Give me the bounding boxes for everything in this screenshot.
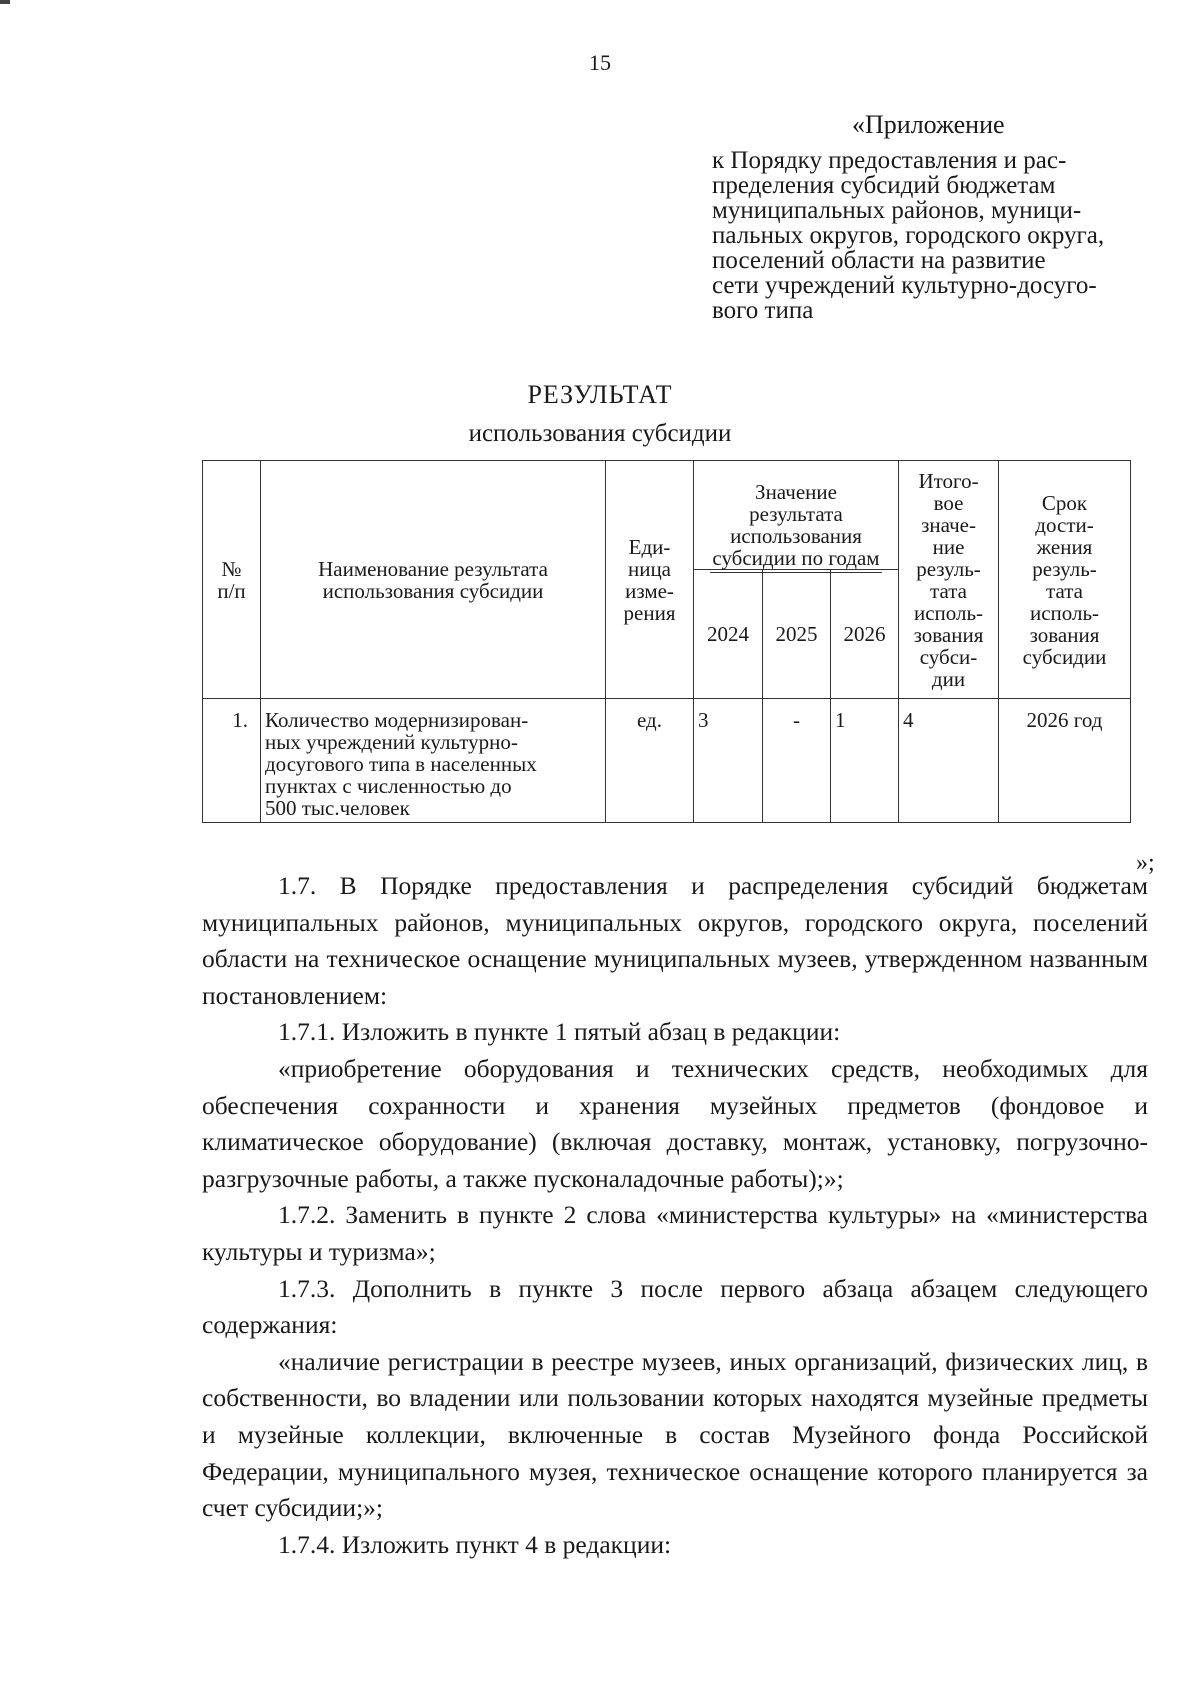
- table-closing-quote: »;: [1136, 850, 1155, 876]
- row-total: 4: [899, 699, 999, 823]
- header-num: № п/п: [203, 461, 261, 699]
- appendix-line: пальных округов, городского округа,: [712, 222, 1105, 249]
- appendix-title: «Приложение: [852, 110, 1005, 139]
- paragraph-1-7: 1.7. В Порядке предоставления и распределения субсидий бюджетам муниципальных районов, муниципальных округов, городского округа, поселений области на техническое оснащение муниципальных музеев, утвержденном названным постановлением:: [202, 871, 1148, 1010]
- row-value-2025: -: [763, 699, 831, 823]
- paragraph-1-7-4: 1.7.4. Изложить пункт 4 в редакции:: [278, 1529, 672, 1559]
- header-year-2025: 2025: [763, 570, 831, 699]
- header-total: Итого- вое значе- ние резуль- тата исполь- зования субси- дии: [899, 461, 999, 699]
- paragraph-1-7-3: 1.7.3. Дополнить в пункте 3 после первого абзаца абзацем следующего содержания:: [202, 1273, 1148, 1340]
- page-number: 15: [589, 50, 611, 75]
- row-unit: ед.: [606, 699, 694, 823]
- appendix-line: пределения субсидий бюджетам: [712, 172, 1056, 199]
- scan-corner-mark: [0, 0, 10, 4]
- row-value-2024: 3: [694, 699, 763, 823]
- appendix-line: сети учреждений культурно-досуго-: [712, 272, 1097, 299]
- header-term: Срок дости- жения резуль- тата исполь- зования субсидии: [999, 461, 1131, 699]
- paragraph-quote-registration: «наличие регистрации в реестре музеев, иных организаций, физических лиц, в собственности, во владении или пользовании которых находятся музейные предметы и музейные коллекции, включенные в состав Музейного фонда Российской Федерации, муниципального музея, техническое оснащение которого планируется за счет субсидии;»;: [202, 1346, 1148, 1523]
- header-unit: Еди- ница изме- рения: [606, 461, 694, 699]
- result-subtitle: использования субсидии: [468, 420, 732, 447]
- document-body: [202, 868, 1148, 1563]
- paragraph-1-7-1: 1.7.1. Изложить в пункте 1 пятый абзац в редакции:: [278, 1017, 841, 1047]
- header-year-2026: 2026: [831, 570, 899, 699]
- row-term: 2026 год: [999, 699, 1131, 823]
- appendix-reference: [712, 148, 1152, 323]
- row-value-2026: 1: [831, 699, 899, 823]
- results-table: [202, 460, 1131, 823]
- row-num: 1.: [203, 699, 261, 823]
- appendix-line: вого типа: [712, 297, 814, 324]
- paragraph-1-7-2: 1.7.2. Заменить в пункте 2 слова «министерства культуры» на «министерства культуры и туризма»;: [202, 1200, 1148, 1266]
- result-title: РЕЗУЛЬТАТ: [527, 380, 673, 409]
- appendix-line: муниципальных районов, муници-: [712, 197, 1082, 224]
- header-name: Наименование результата использования субсидии: [261, 461, 606, 699]
- table-row: [203, 699, 1131, 823]
- row-name: Количество модернизирован- ных учреждений культурно- досугового типа в населенных пунктах с численностью до 500 тыс.человек: [261, 699, 606, 823]
- appendix-line: поселений области на развитие: [712, 247, 1046, 274]
- paragraph-quote-equipment: «приобретение оборудования и технических средств, необходимых для обеспечения сохранности и хранения музейных предметов (фондовое и климатическое оборудование) (включая доставку, монтаж, установку, погрузочно-разгрузочные работы, а также пусконаладочные работы);»;: [202, 1053, 1148, 1193]
- header-year-2024: 2024: [694, 570, 763, 699]
- header-value-by-years: Значение результата использования субсидии по годам: [694, 461, 899, 570]
- appendix-line: к Порядку предоставления и рас-: [712, 147, 1067, 174]
